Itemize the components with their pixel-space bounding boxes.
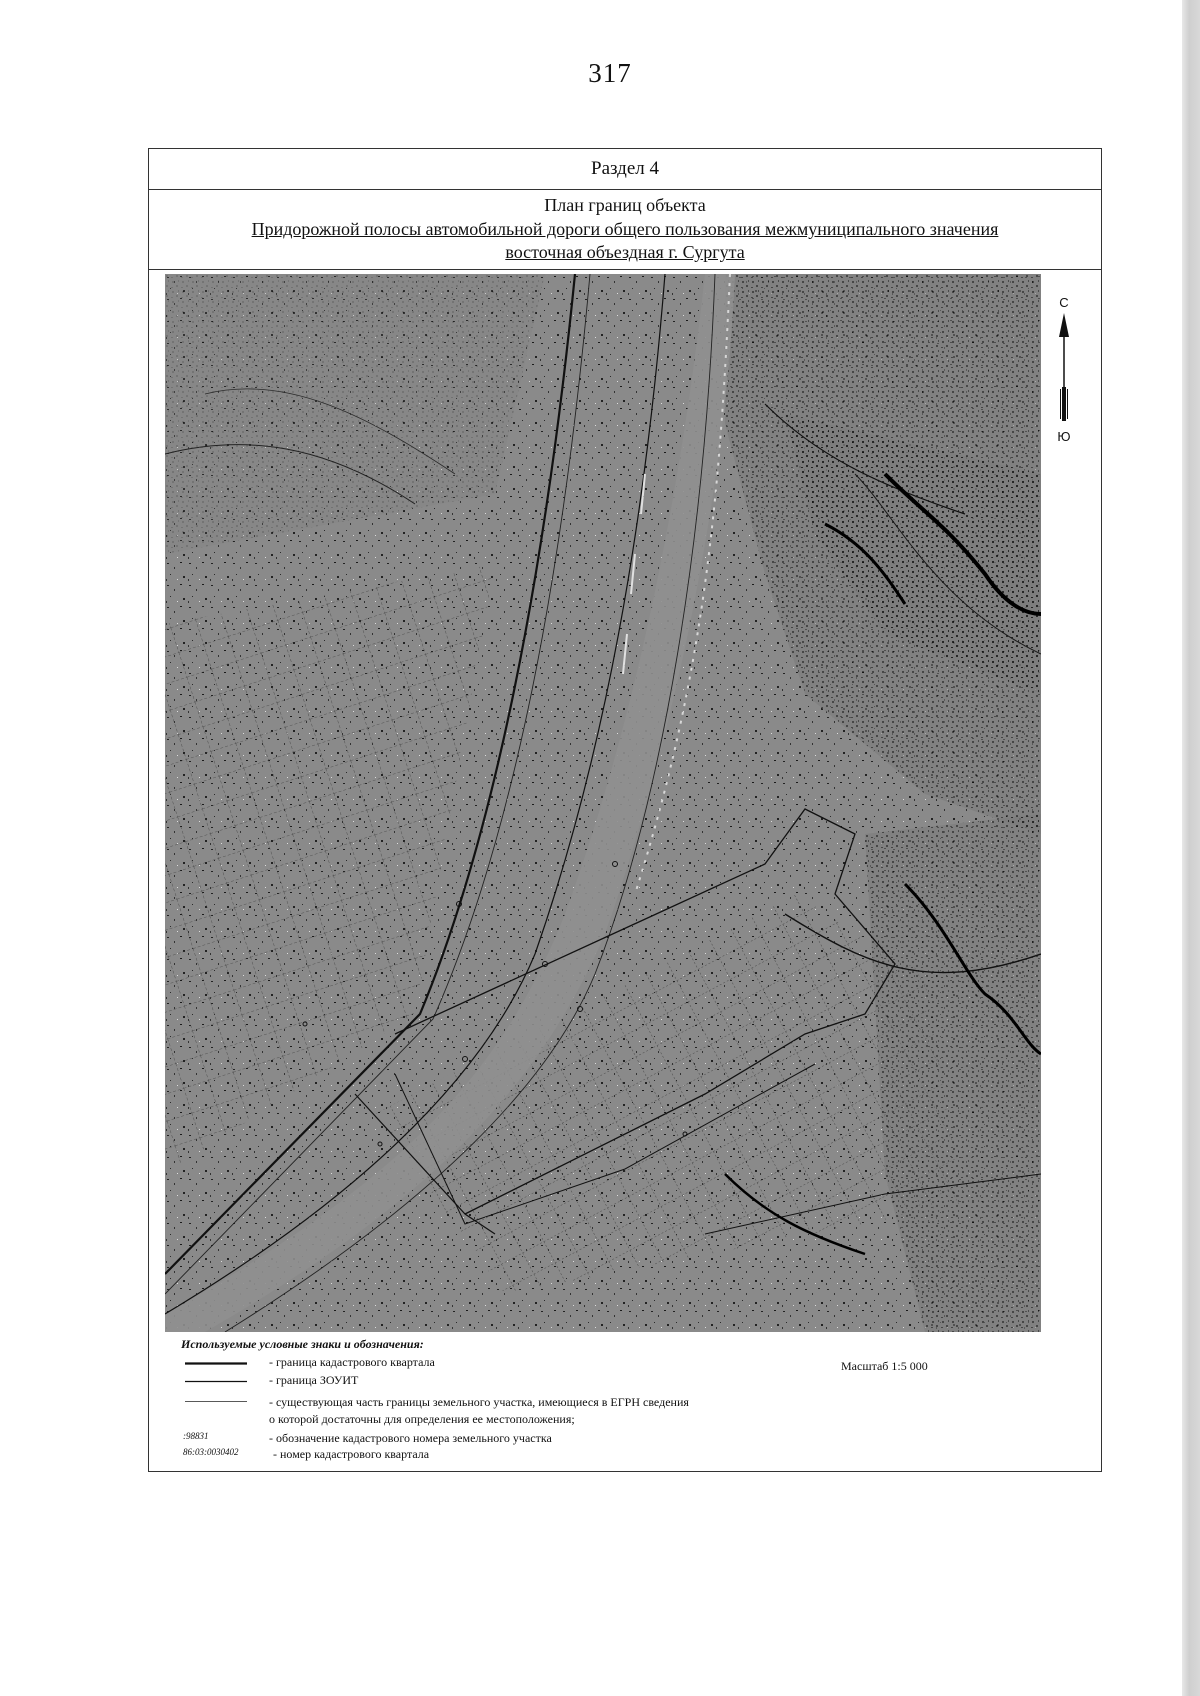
- scan-edge: [1182, 0, 1200, 1696]
- quarter-number-sample: 86:03:0030402: [183, 1447, 239, 1457]
- legend-text: - номер кадастрового квартала: [273, 1447, 430, 1461]
- legend-text: - граница кадастрового квартала: [269, 1355, 435, 1369]
- legend-text: - обозначение кадастрового номера земельного участка: [269, 1431, 552, 1445]
- section-heading: Раздел 4: [149, 149, 1101, 190]
- north-label: С: [1059, 295, 1069, 310]
- hairline-icon: [185, 1400, 247, 1403]
- legend: [179, 1337, 1069, 1467]
- map-svg: [165, 274, 1041, 1332]
- north-arrow: [1049, 295, 1089, 455]
- object-name-line-2: восточная объездная г. Сургута: [505, 242, 745, 262]
- legend-text: о которой достаточны для определения ее местоположения;: [269, 1412, 575, 1426]
- legend-text: - граница ЗОУИТ: [269, 1373, 359, 1387]
- page-number: 317: [588, 58, 632, 88]
- plan-title: План границ объекта: [544, 195, 706, 215]
- title-block: [149, 189, 1101, 270]
- object-name-line-1: Придорожной полосы автомобильной дороги общего пользования межмуниципального значения: [251, 219, 999, 239]
- parcel-number-sample: :98831: [183, 1431, 209, 1441]
- north-arrow-icon: [1049, 309, 1079, 449]
- map-scale: Масштаб 1:5 000: [841, 1359, 928, 1373]
- legend-text: - существующая часть границы земельного участка, имеющиеся в ЕГРН сведения: [269, 1395, 689, 1409]
- document-frame: [148, 148, 1102, 1472]
- legend-title: Используемые условные знаки и обозначения:: [181, 1337, 424, 1351]
- thin-line-icon: [185, 1380, 247, 1383]
- thick-line-icon: [185, 1362, 247, 1365]
- map-image[interactable]: [165, 274, 1041, 1332]
- south-label: Ю: [1057, 429, 1071, 444]
